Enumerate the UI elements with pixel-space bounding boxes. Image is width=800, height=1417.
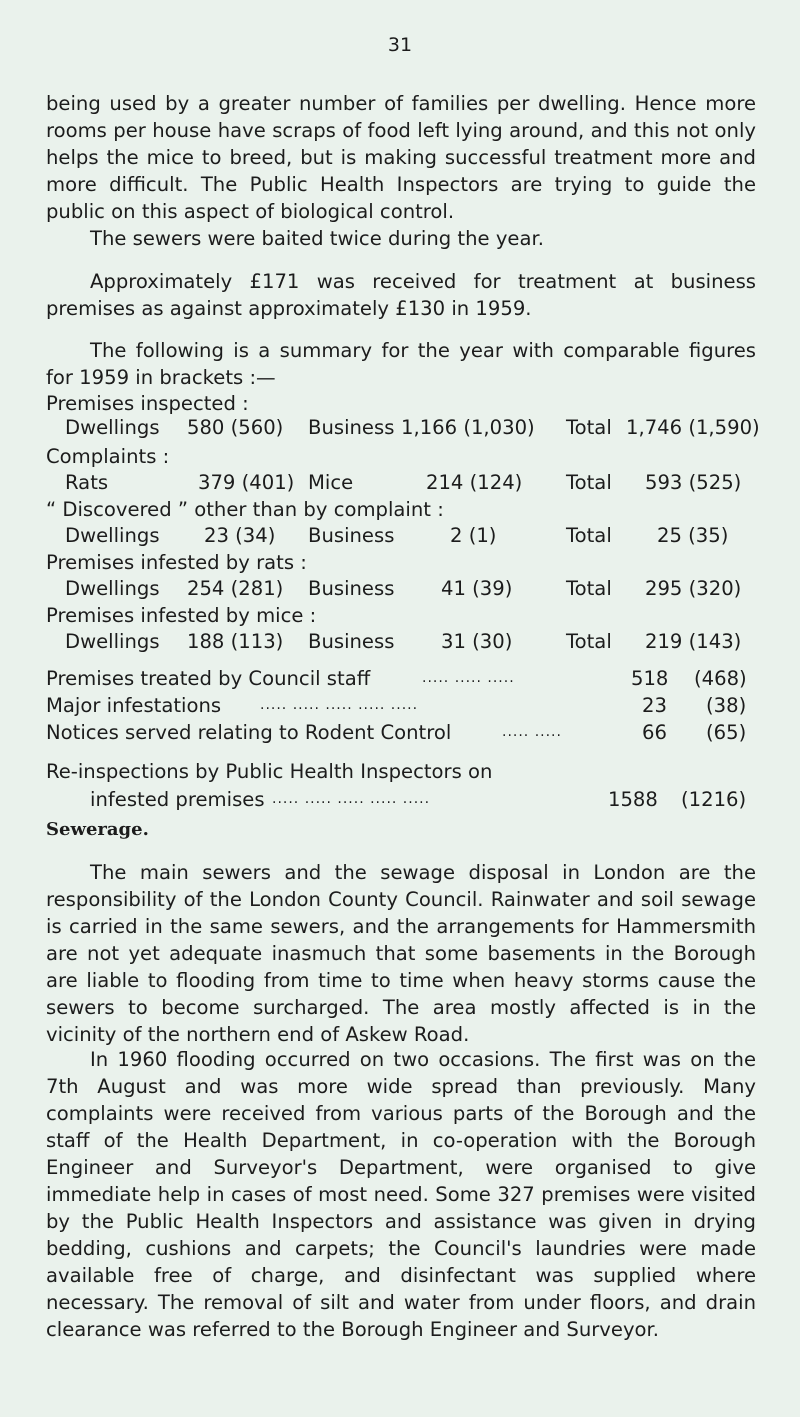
major-previous: (38) xyxy=(706,694,747,717)
major-value: 23 xyxy=(642,694,667,717)
reinspections-label: Re-inspections by Public Health Inspectors on xyxy=(46,760,493,783)
infested-rats-label: Premises infested by rats : xyxy=(46,551,307,574)
discovered-label: “ Discovered ” other than by complaint : xyxy=(46,498,444,521)
total-category: Total xyxy=(566,630,612,653)
complaints-label-row xyxy=(46,443,758,470)
leader-dots: ..... ..... xyxy=(502,724,562,740)
notices-row xyxy=(46,719,758,746)
reinspections-previous: (1216) xyxy=(681,788,747,811)
premises-inspected-row xyxy=(46,414,758,441)
premises-inspected-label: Premises inspected : xyxy=(46,392,249,415)
intro-paragraph-3: Approximately £171 was received for treatment at business premises as against approximately £130 in 1959. xyxy=(46,270,756,320)
dwellings-category: Dwellings xyxy=(65,630,160,653)
reinspections-row xyxy=(46,786,758,813)
leader-dots: ..... ..... ..... ..... ..... xyxy=(272,791,431,807)
leader-dots: ..... ..... ..... ..... ..... xyxy=(260,697,419,713)
discovered-row xyxy=(46,522,758,549)
business-value: 1,166 (1,030) xyxy=(401,416,535,439)
total-value: 1,746 (1,590) xyxy=(626,416,760,439)
total-value: 219 (143) xyxy=(645,630,742,653)
sewerage-heading: Sewerage. xyxy=(46,819,149,840)
dwellings-value: 23 (34) xyxy=(204,524,276,547)
mice-category: Mice xyxy=(308,471,354,494)
rats-category: Rats xyxy=(65,471,109,494)
sewerage-paragraph-1: The main sewers and the sewage disposal in London are the responsibility of the London County Council. Rainwater and soil sewage is carried in the same sewers, and the arrangements for Hammersmith are not yet adequate inasmuch that some basements in the Borough are liable to flooding from time to time when heavy storms cause the sewers to become surcharged. The area mostly affected is in the vicinity of the northern end of Askew Road. xyxy=(46,861,756,1046)
dwellings-category: Dwellings xyxy=(65,416,160,439)
sewerage-paragraph-2: In 1960 flooding occurred on two occasions. The first was on the 7th August and was more wide spread than previously. Many complaints were received from various parts of the Borough and the staff of the Health Department, in co-operation with the Borough Engineer and Surveyor's Department, were organised to give immediate help in cases of most need. Some 327 premises were visited by the Public Health Inspectors and assistance was given in drying bedding, cushions and carpets; the Council's laundries were made available free of charge, and disinfectant was supplied where necessary. The removal of silt and water from under floors, and drain clearance was referred to the Borough Engineer and Surveyor. xyxy=(46,1048,756,1341)
infested-rats-row xyxy=(46,575,758,602)
business-category: Business xyxy=(308,416,395,439)
major-label: Major infestations xyxy=(46,694,222,717)
premises-inspected-label-row xyxy=(46,390,758,417)
business-value: 41 (39) xyxy=(441,577,513,600)
infested-mice-row xyxy=(46,628,758,655)
intro-paragraph-2: The sewers were baited twice during the year. xyxy=(90,227,544,250)
business-category: Business xyxy=(308,524,395,547)
business-category: Business xyxy=(308,577,395,600)
dwellings-value: 254 (281) xyxy=(187,577,284,600)
infested-mice-label-row xyxy=(46,602,758,629)
total-value: 295 (320) xyxy=(645,577,742,600)
reinspections-label-cont: infested premises xyxy=(90,788,265,811)
reinspections-value: 1588 xyxy=(608,788,658,811)
total-value: 593 (525) xyxy=(645,471,742,494)
infested-mice-label: Premises infested by mice : xyxy=(46,604,317,627)
notices-label: Notices served relating to Rodent Control xyxy=(46,721,452,744)
total-category: Total xyxy=(566,471,612,494)
dwellings-value: 188 (113) xyxy=(187,630,284,653)
reinspections-label-row xyxy=(46,758,758,785)
treated-row xyxy=(46,665,758,692)
notices-previous: (65) xyxy=(706,721,747,744)
discovered-label-row xyxy=(46,496,758,523)
total-category: Total xyxy=(566,416,612,439)
business-category: Business xyxy=(308,630,395,653)
business-value: 2 (1) xyxy=(450,524,497,547)
leader-dots: ..... ..... ..... xyxy=(422,670,515,686)
treated-previous: (468) xyxy=(694,667,747,690)
total-category: Total xyxy=(566,577,612,600)
total-value: 25 (35) xyxy=(657,524,729,547)
major-row xyxy=(46,692,758,719)
treated-value: 518 xyxy=(631,667,669,690)
complaints-row xyxy=(46,469,758,496)
intro-paragraph-1: being used by a greater number of families per dwelling. Hence more rooms per house have scraps of food left lying around, and this not only helps the mice to breed, but is making successful treatment more and more difficult. The Public Health Inspectors are trying to guide the public on this aspect of biological control. xyxy=(46,92,756,223)
page-number: 31 xyxy=(387,34,413,56)
total-category: Total xyxy=(566,524,612,547)
business-value: 31 (30) xyxy=(441,630,513,653)
intro-paragraph-4: The following is a summary for the year with comparable figures for 1959 in brackets :— xyxy=(46,339,756,389)
dwellings-category: Dwellings xyxy=(65,577,160,600)
notices-value: 66 xyxy=(642,721,667,744)
dwellings-value: 580 (560) xyxy=(187,416,284,439)
mice-value: 214 (124) xyxy=(426,471,523,494)
treated-label: Premises treated by Council staff xyxy=(46,667,371,690)
complaints-label: Complaints : xyxy=(46,445,170,468)
rats-value: 379 (401) xyxy=(198,471,295,494)
dwellings-category: Dwellings xyxy=(65,524,160,547)
infested-rats-label-row xyxy=(46,549,758,576)
